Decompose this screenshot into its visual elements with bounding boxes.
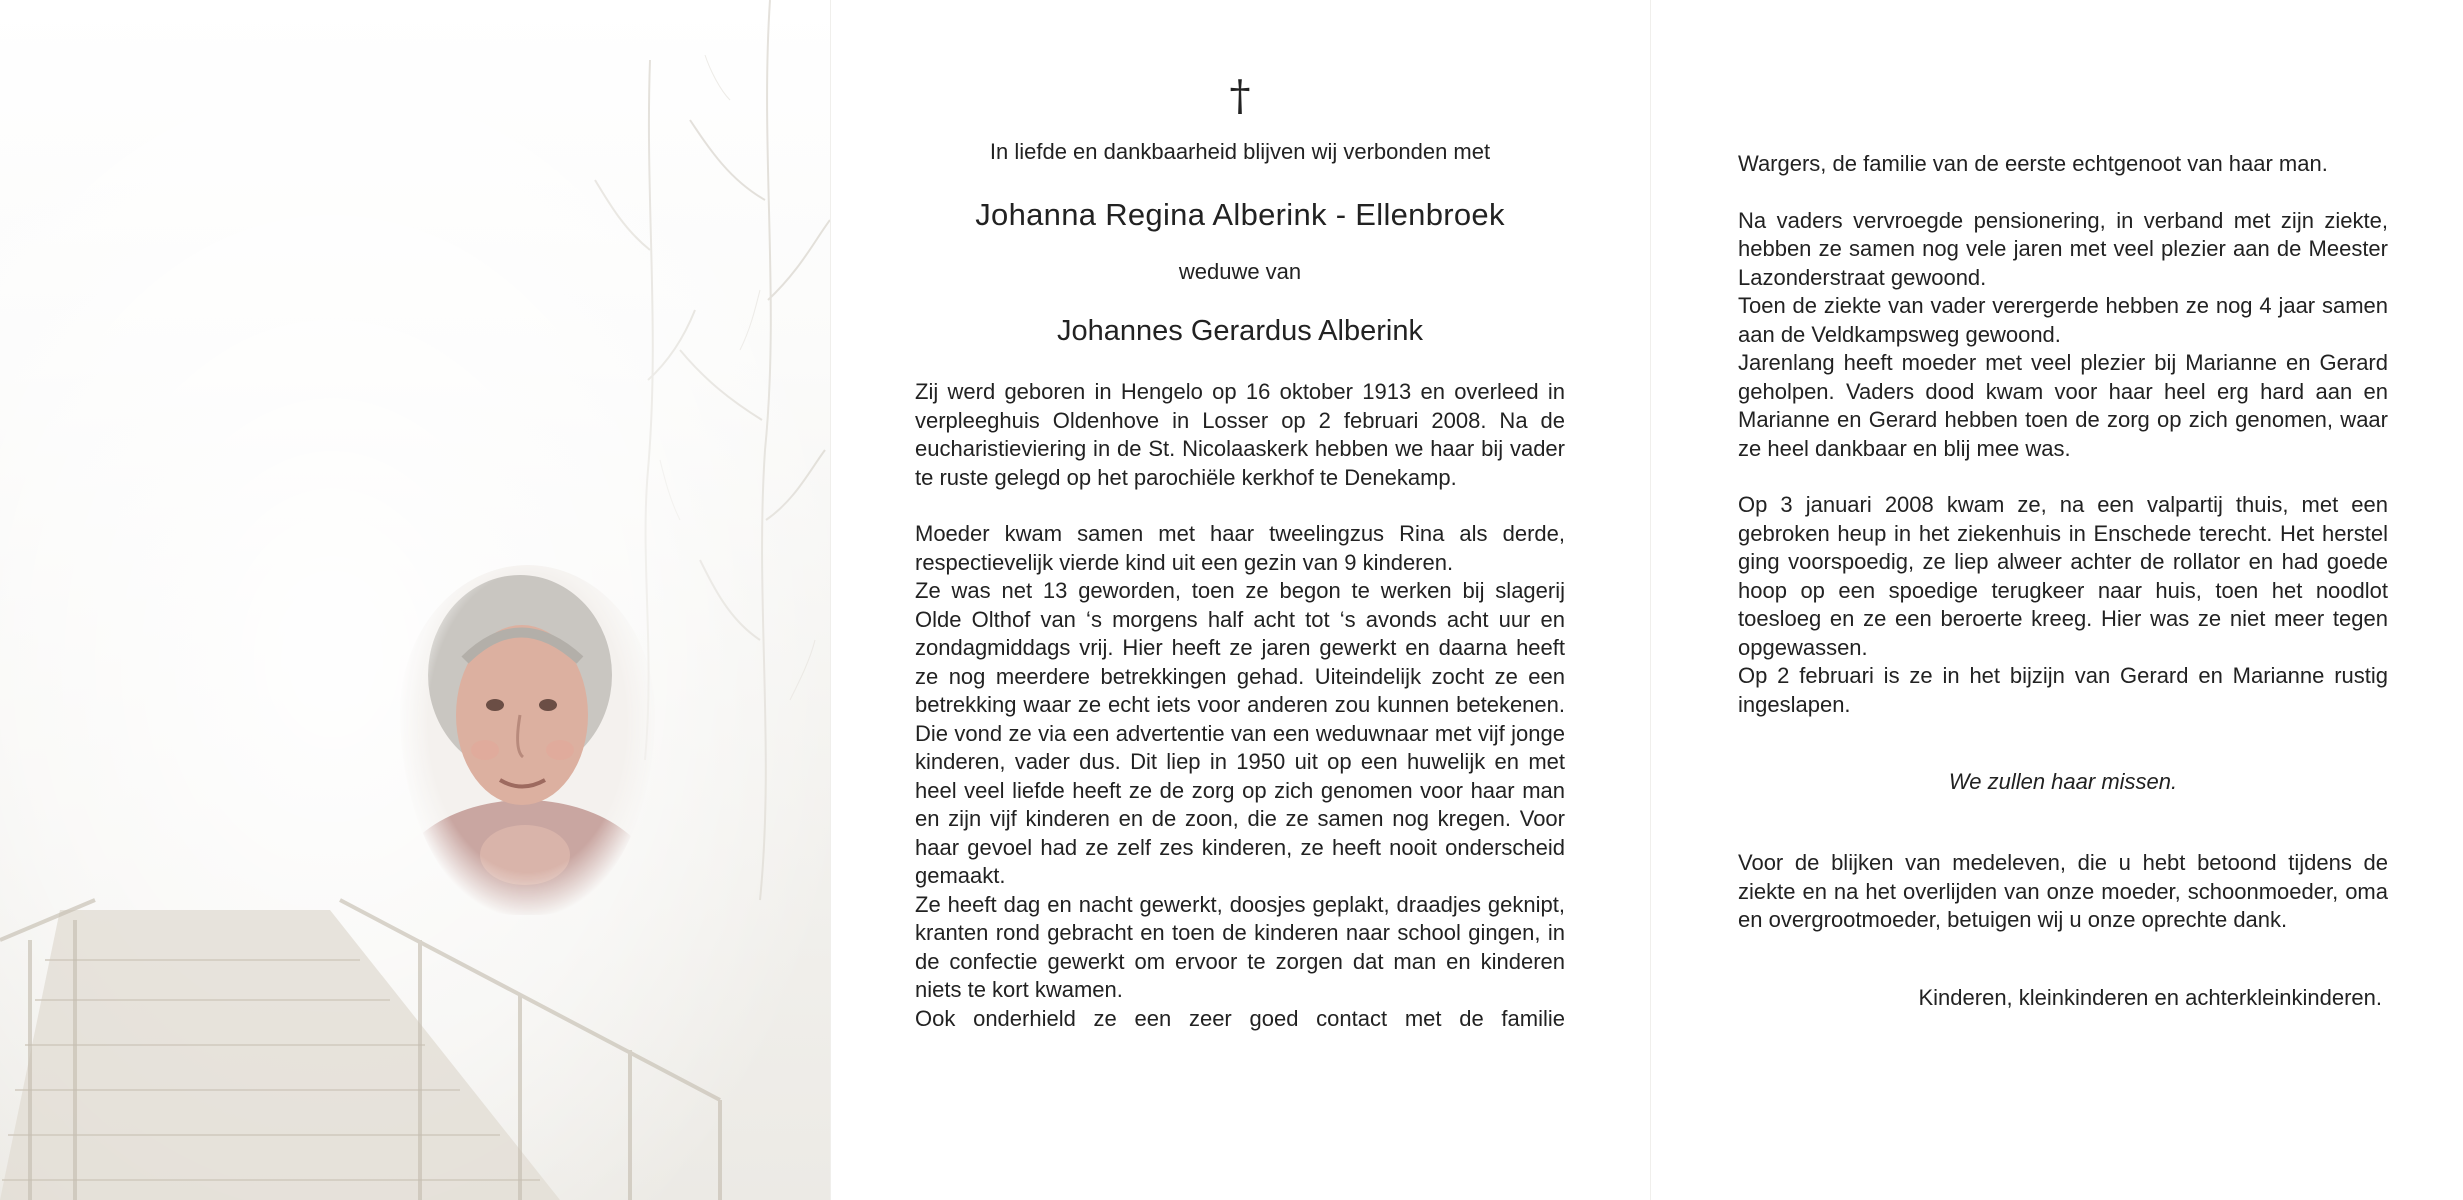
fold-line-left [830,0,831,1200]
thanks-paragraph: Voor de blijken van medeleven, die u hebt betoond tijdens de ziekte en na het overlijden van onze moeder, schoonmoeder, oma en overgrootmoeder, betuigen wij u onze oprechte dank. [1738,850,2388,932]
deceased-name: Johanna Regina Alberink - Ellenbroek [975,197,1505,232]
paragraph-birth-death: Zij werd geboren in Hengelo op 16 oktober 1913 en overleed in verpleeghuis Oldenhove in Losser op 2 februari 2008. Na de eucharistieviering in de St. Nicolaaskerk hebben we haar bij vader te ruste gelegd op het parochiële kerkhof te Denekamp. [915,379,1565,490]
elderly-woman-portrait [400,565,655,915]
paragraph-hospital: Op 3 januari 2008 kwam ze, na een valpartij thuis, met een gebroken heup in het ziekenhuis in Enschede terecht. Het herstel ging voorspoedig, ze liep alweer achter de rollator en had goede hoop op een spoedige terugkeer naar huis, toen het noodlot toesloeg en ze een beroerte kreeg. Hier was ze niet meer tegen opgewassen. [1738,492,2388,660]
wooden-bridge-illustration [0,880,830,1200]
paragraph-work-marriage: Ze was net 13 geworden, toen ze begon te werken bij slagerij Olde Olthof van ‘s morgens half acht tot ‘s avonds acht uur en zondagmiddags vrij. Hier heeft ze jaren gewerkt en daarna heeft ze nog meerdere betrekkingen gehad. Uiteindelijk zocht ze een betrekking waar ze echt iets voor anderen zou kunnen betekenen. Die vond ze via een advertentie van een weduwnaar met vijf jonge kinderen, vader dus. Dit liep in 1950 uit op een huwelijk en met heel veel liefde heeft ze de zorg op zich genomen voor haar man en zijn vijf kinderen en de zoon, die ze samen nog kregen. Voor haar gevoel had ze zelf zes kinderen, ze heeft nooit onderscheid gemaakt. [915,578,1565,888]
paragraph-wargers: Wargers, de familie van de eerste echtgenoot van haar man. [1738,151,2328,176]
intro-line: In liefde en dankbaarheid blijven wij verbonden met [989,139,1491,164]
paragraph-hard-work: Ze heeft dag en nacht gewerkt, doosjes geplakt, draadjes geknipt, kranten rond gebracht en toen de kinderen naar school gingen, in de confectie gewerkt om ervoor te zorgen dat man en kinderen niets te kort kwamen. [915,891,1565,1002]
middle-column [915,71,1565,1033]
closing-line: We zullen haar missen. [1948,769,2178,794]
widow-of-label: weduwe van [1178,259,1302,284]
paragraph-contact: Ook onderhield ze een zeer goed contact met de familie [915,1005,1565,1031]
cross-icon: † [1229,71,1251,120]
cover-photo-panel [0,0,830,1200]
fold-line-right [1650,0,1651,1200]
paragraph-family: Moeder kwam samen met haar tweelingzus Rina als derde, respectievelijk vierde kind uit een gezin van 9 kinderen. [915,521,1565,575]
portrait-photo [400,565,655,915]
paragraph-veldkampsweg: Toen de ziekte van vader verergerde hebben ze nog 4 jaar samen aan de Veldkampsweg gewoond. [1738,293,2388,347]
right-column [1738,150,2388,1011]
paragraph-passing: Op 2 februari is ze in het bijzijn van Gerard en Marianne rustig ingeslapen. [1738,663,2388,717]
paragraph-retirement: Na vaders vervroegde pensionering, in verband met zijn ziekte, hebben ze samen nog vele jaren met veel plezier aan de Meester Lazonderstraat gewoond. [1738,207,2388,290]
paragraph-marianne-gerard: Jarenlang heeft moeder met veel plezier bij Marianne en Gerard geholpen. Vaders dood kwam voor haar heel erg hard aan en Marianne en Gerard hebben toen de zorg op zich genomen, waar ze heel dankbaar en blij mee was. [1738,350,2388,461]
signoff-line: Kinderen, kleinkinderen en achterkleinkinderen. [1918,984,2382,1010]
husband-name: Johannes Gerardus Alberink [1057,315,1423,347]
